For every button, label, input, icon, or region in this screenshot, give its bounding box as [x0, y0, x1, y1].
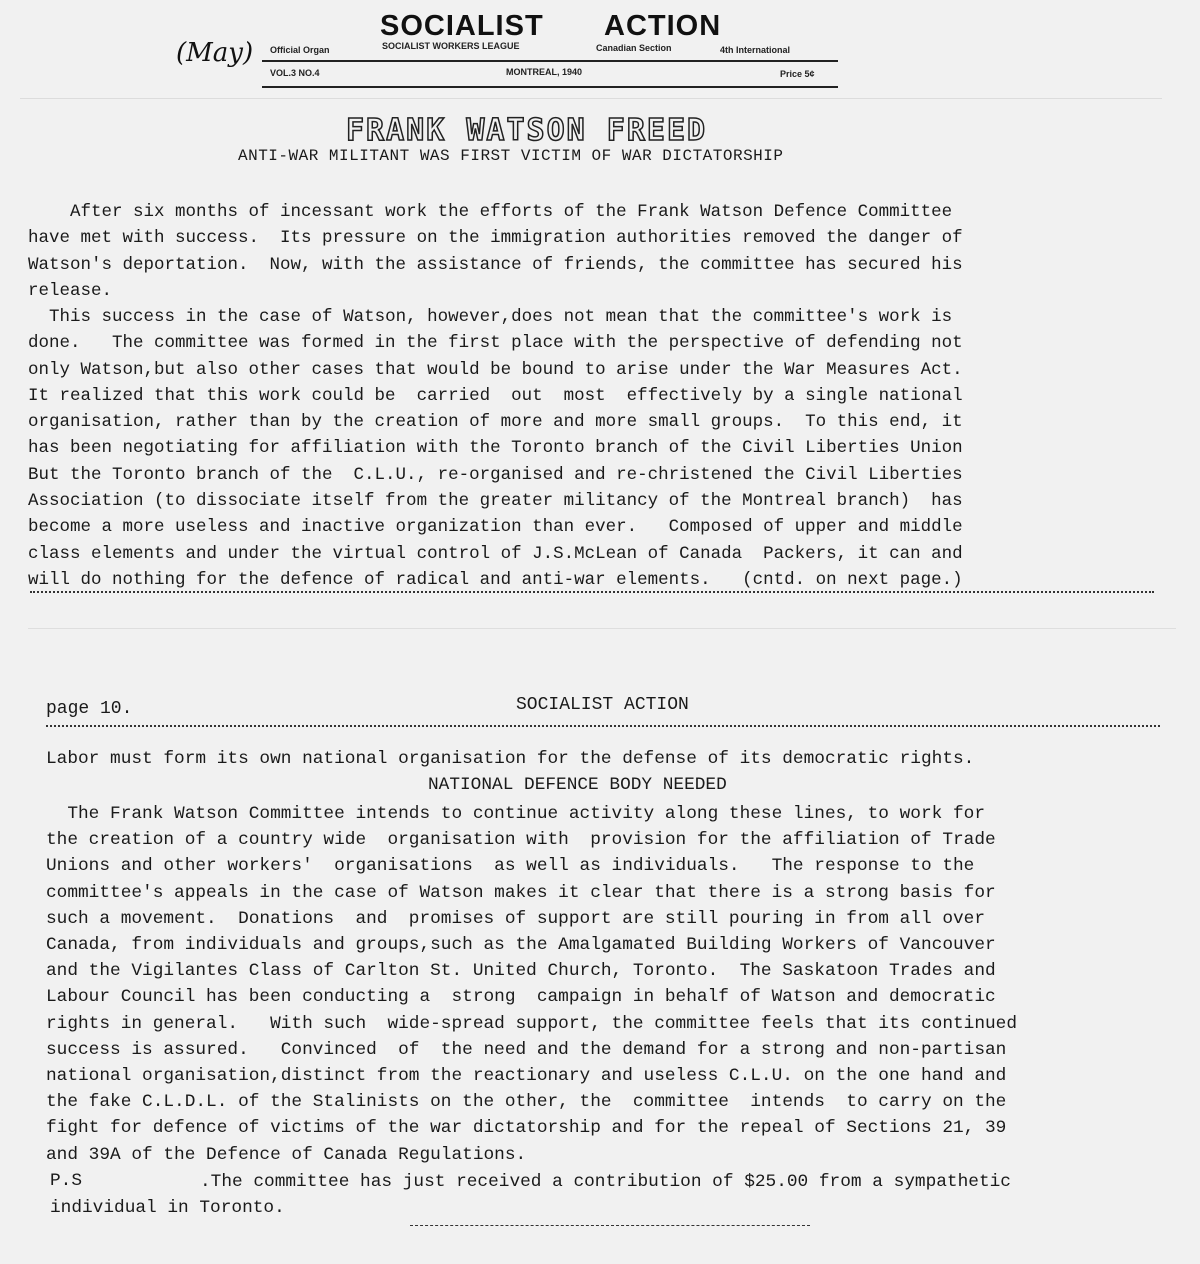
handwritten-month-note: (May)	[176, 38, 254, 68]
clipping-2-panel	[28, 628, 1176, 1249]
body-text: The Frank Watson Committee intends to continue activity along these lines, to work for the creation of a country wide organisation with provision for the affiliation of Trade Unions and other workers' organisations as well as individuals. The response to the committee's appeals in the case of Watson makes it clear that there is a strong basis for such a movement. Donations and promises of support are still pouring in from all over Canada, from individuals and groups,such as the Amalgamated Building Workers of Vancouver and the Vigilantes Class of Carlton St. United Church, Toronto. The Saskatoon Trades and Labour Council has been conducting a strong campaign in behalf of Watson and democratic rights in general. With such wide-spread support, the committee feels that its continued success is assured. Convinced of the need and the demand for a strong and non-partisan national organisation,distinct from the reactionary and useless C.L.U. on the one hand and the fake C.L.D.L. of the Stalinists on the other, the committee intends to carry on the fight for defence of victims of the war dictatorship and for the repeal of Sections 21, 39 and 39A of the Defence of Canada Regulations.	[46, 804, 1018, 1165]
page-number: page 10.	[46, 699, 133, 719]
paragraph-2: This success in the case of Watson, however,does not mean that the committee's work is done. The committee was formed in the first place with the perspective of defending not only Watson,but also other cases that would be bound to arise under the War Measures Act. It realized that this work could be carried out most effectively by a single national organisation, rather than by the creation of more and more small groups. To this end, it has been negotiating for affiliation with the Toronto branch of the Civil Liberties Union But the Toronto branch of the C.L.U., re-organised and re-christened the Civil Liberties Association (to dissociate itself from the greater militancy of the Montreal branch) has become a more useless and inactive organization than ever. Composed of upper and middle class elements and under the virtual control of J.S.McLean of Canada Packers, it can and will do nothing for the defence of radical and anti-war elements. (cntd. on next page.)	[28, 307, 963, 590]
official-organ-label: Official Organ	[270, 45, 330, 55]
international-label: 4th International	[720, 45, 791, 55]
place-date: MONTREAL, 1940	[506, 67, 583, 77]
lead-line: Labor must form its own national organisation for the defense of its democratic rights.	[46, 749, 975, 769]
league-name: SOCIALIST WORKERS LEAGUE	[382, 41, 520, 51]
headline: FRANK WATSON FREED	[346, 113, 708, 148]
clipping-1-bottom-rule	[30, 591, 1154, 593]
masthead-title-left: SOCIALIST	[380, 10, 544, 42]
end-rule	[410, 1225, 810, 1226]
masthead-rule-bottom	[262, 86, 838, 88]
section-label: Canadian Section	[596, 43, 672, 53]
masthead	[262, 8, 838, 94]
volume-label: VOL.3 NO.4	[270, 68, 320, 78]
clipping-1-panel	[20, 98, 1162, 609]
page-header-rule	[46, 725, 1160, 727]
ps-label: P.S	[50, 1171, 83, 1191]
price-label: Price 5¢	[780, 69, 815, 79]
subheadline: ANTI-WAR MILITANT WAS FIRST VICTIM OF WAR DICTATORSHIP	[238, 147, 784, 165]
running-head: SOCIALIST ACTION	[516, 695, 689, 715]
masthead-rule-top	[262, 60, 838, 62]
section-heading: NATIONAL DEFENCE BODY NEEDED	[428, 775, 727, 795]
ps-text: .The committee has just received a contribution of $25.00 from a sympathetic individual in Toronto.	[50, 1172, 1011, 1219]
paragraph-1: After six months of incessant work the efforts of the Frank Watson Defence Committee have met with success. Its pressure on the immigration authorities removed the danger of Watson's deportation. Now, with the assistance of friends, the committee has secured his release.	[28, 202, 963, 301]
masthead-title-right: ACTION	[604, 10, 722, 42]
